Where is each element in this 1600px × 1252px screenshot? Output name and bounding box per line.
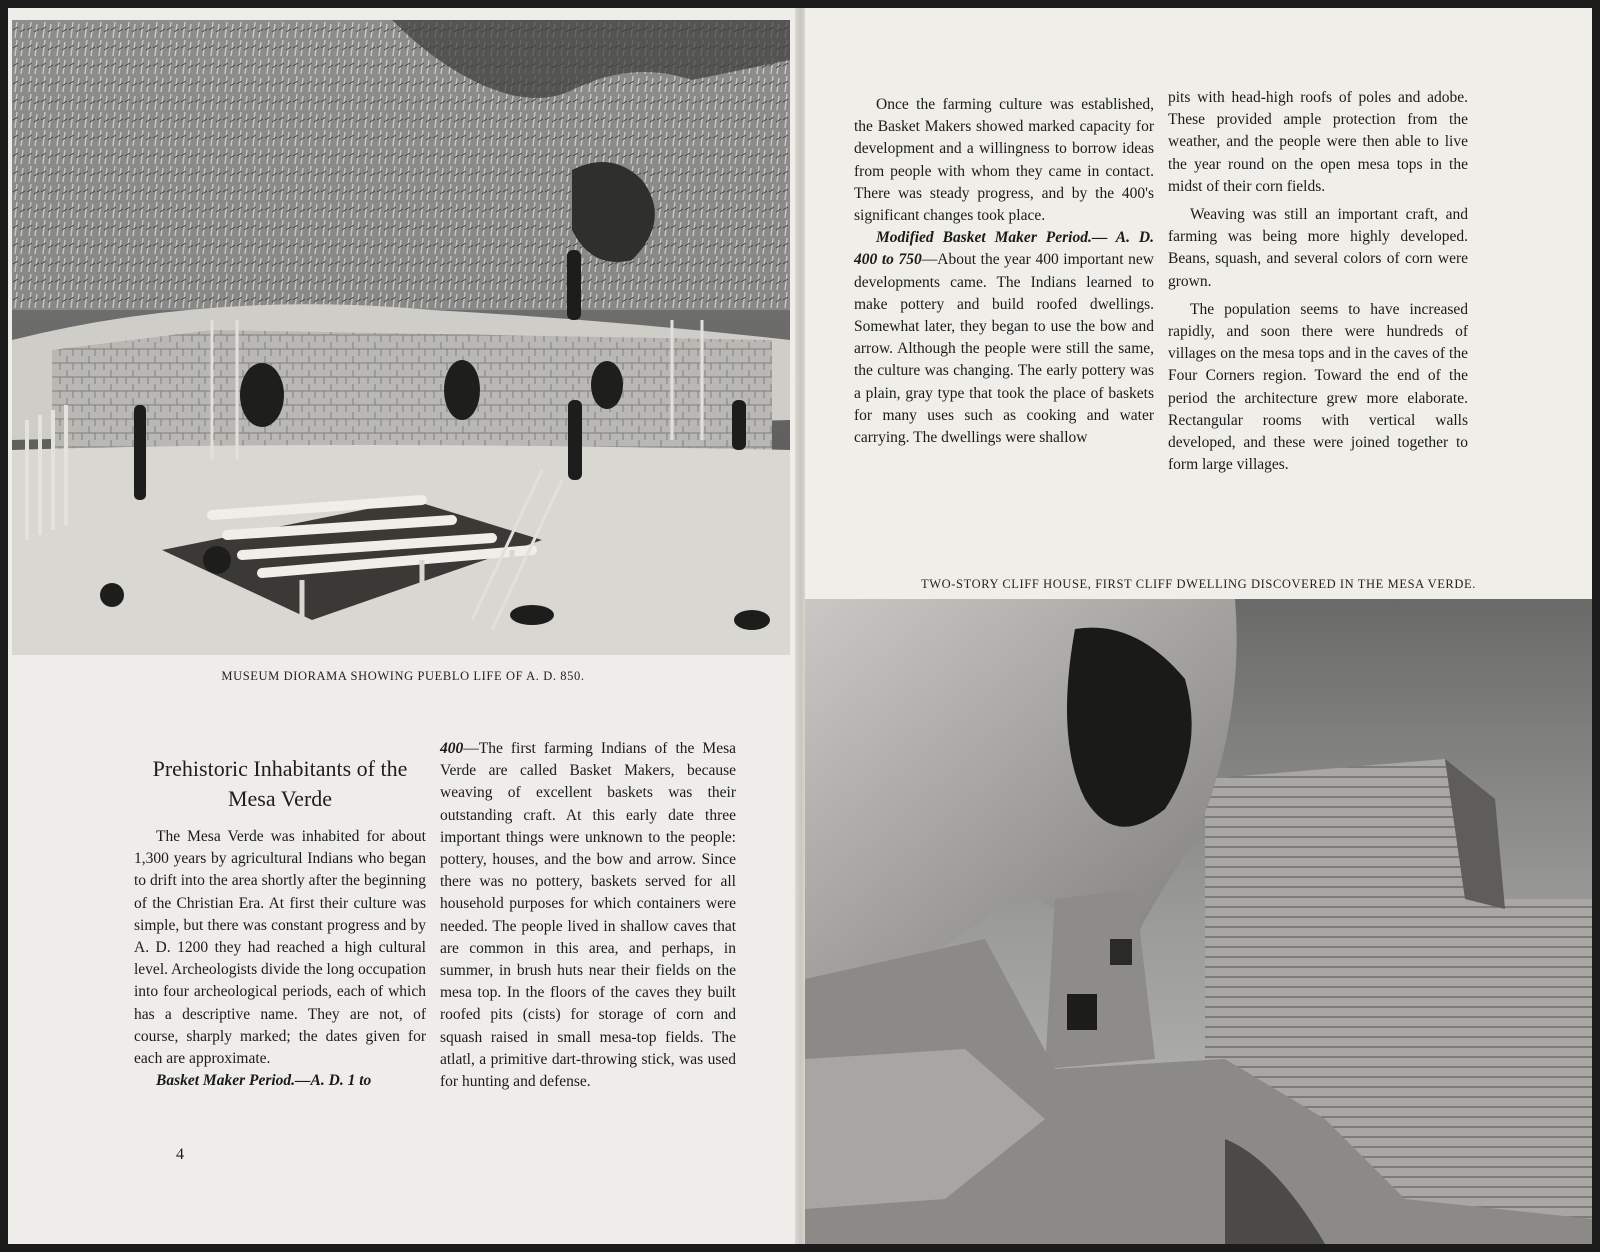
population-paragraph: The population seems to have increased rapidly, and soon there were hundreds of villages on the mesa tops and in the caves of the Four Corners region. Toward the end of the period the architecture grew more elaborate. Rectangular rooms with vertical walls developed, and these were joined together to form large villages. (1168, 300, 1468, 474)
basket-maker-paragraph: —The first farming Indians of the Mesa Verde are called Basket Makers, because weaving of excellent baskets was their outstanding craft. At this early date three important things were unknown to the people: pottery, houses, and the bow and arrow. Since there was no pottery, baskets served for all household purposes for which containers were needed. The people lived in shallow caves that are common in this area, and perhaps, in summer, in brush huts near their fields on the mesa top. In the floors of the caves they built roofed pits (cists) for storage of corn and squash raised in small mesa-top fields. The atlatl, a primitive dart-throwing stick, was used for hunting and defense. (440, 740, 736, 1091)
basket-maker-date-end: 400 (440, 740, 464, 757)
right-page (805, 8, 1592, 1244)
cliff-house-photo (805, 599, 1592, 1244)
diorama-caption: MUSEUM DIORAMA SHOWING PUEBLO LIFE OF A. D. 850. (221, 669, 585, 683)
left-column-2 (440, 738, 736, 1093)
weaving-paragraph: Weaving was still an important craft, and farming was being more highly developed. Beans, squash, and several colors of corn were grown. (1168, 206, 1468, 290)
basket-maker-heading: Basket Maker Period.—A. D. 1 to (156, 1072, 372, 1090)
right-column-1 (854, 94, 1154, 449)
page-number: 4 (176, 1146, 184, 1163)
intro-paragraph: The Mesa Verde was inhabited for about 1,300 years by agricultural Indians who began to drift into the area shortly after the beginning of the Christian Era. At first their culture was simple, but there was constant progress and by A. D. 1200 they had reached a high cultural level. Archeologists divide the long occupation into four archeological periods, each of which has a descriptive name. They are not, of course, sharply marked; the dates given for each are approximate. (134, 828, 426, 1068)
modified-basket-maker-paragraph: —About the year 400 important new developments came. The Indians learned to make pottery and build roofed dwellings. Somewhat later, they began to use the bow and arrow. Although the people were still the same, the culture was changing. The early pottery was a plain, gray type that took the place of baskets for many uses such as cooking and water carrying. The dwellings were shallow (854, 251, 1155, 447)
left-page (8, 8, 798, 1244)
pit-dwellings-paragraph: pits with head-high roofs of poles and adobe. These provided ample protection from the weather, and the people were then able to live the year round on the open mesa tops in the midst of their corn fields. (1168, 89, 1468, 195)
booklet-spread (8, 8, 1592, 1244)
right-column-2 (1168, 87, 1468, 476)
modified-basket-maker-heading: Modified Basket Maker Period.— A. D. 400 to 750 (854, 229, 1154, 269)
farming-culture-paragraph: Once the farming culture was established, the Basket Makers showed marked capacity for development and a willingness to borrow ideas from people with whom they came in contact. There was steady progress, and by the 400's significant changes took place. (854, 96, 1154, 225)
cliff-house-caption: TWO-STORY CLIFF HOUSE, FIRST CLIFF DWELLING DISCOVERED IN THE MESA VERDE. (921, 577, 1476, 591)
diorama-photo (12, 20, 790, 655)
left-column-1 (134, 826, 426, 1092)
section-heading: Prehistoric Inhabitants of the Mesa Verde (152, 756, 408, 812)
